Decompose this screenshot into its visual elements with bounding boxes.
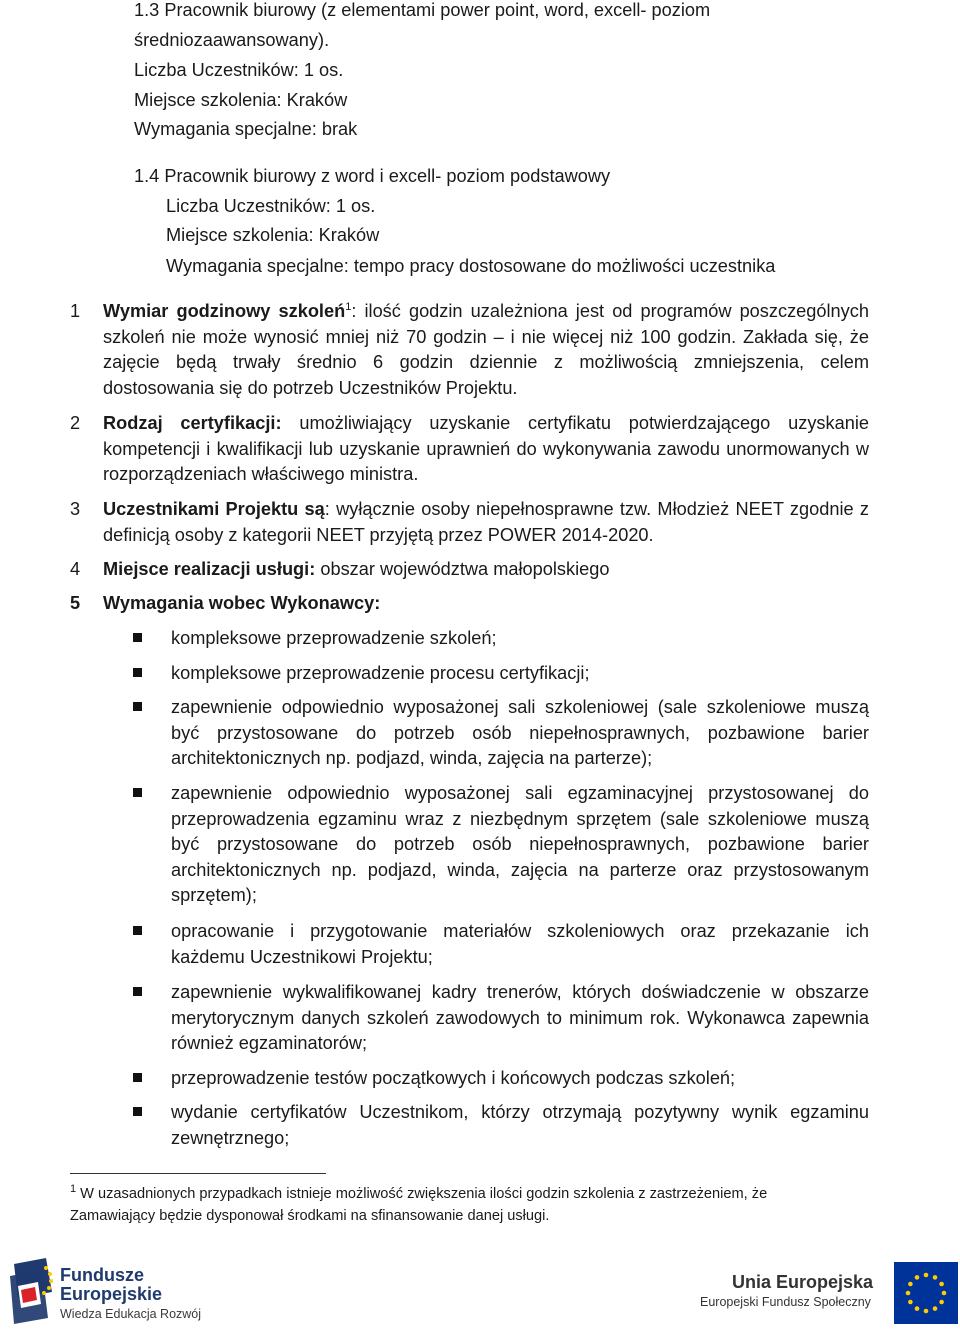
bullet-square [133,788,142,797]
item-1-3-title-line2: średniozaawansowany). [134,30,330,50]
section-1-number: 1 [70,301,81,321]
section-3-number: 3 [70,499,81,519]
bullet-item: kompleksowe przeprowadzenie szkoleń; [171,628,497,648]
section-2-text: umożliwiający uzyskanie certyfikatu potwierdzającego uzyskanie kompetencji i kwalifikacji lub uzyskanie uprawnień do wykonywania zawodu unormowanych w rozporządzeniach właściwego ministra. [103,413,869,484]
footnote-separator [70,1173,326,1174]
bullet-item: zapewnienie odpowiednio wyposażonej sali szkoleniowej (sale szkoleniowe muszą być przystosowane do potrzeb osób niepełnosprawnych, pozbawione barier architektonicznych np. podjazd, winda, zajęcia na parterze); [171,697,869,768]
bullet-item: przeprowadzenie testów początkowych i końcowych podczas szkoleń; [171,1068,736,1088]
bullet-item: kompleksowe przeprowadzenie procesu certyfikacji; [171,663,590,683]
section-1-label: Wymiar godzinowy szkoleń [103,301,346,321]
bullet-square [133,926,142,935]
bullet-item: zapewnienie odpowiednio wyposażonej sali egzaminacyjnej przystosowanej do przeprowadzenia egzaminu wraz z niezbędnym sprzętem (sale szkoleniowe muszą być przystosowane do potrzeb osób niepełnosprawnych, pozbawione barier architektonicznych np. podjazd, winda, zajęcia na parterze oraz przystosowanym sprzętem); [171,783,869,905]
footnote-ref[interactable]: 1 [345,300,352,313]
bullet-item: opracowanie i przygotowanie materiałów szkoleniowych oraz przekazanie ich każdemu Uczestnikowi Projektu; [171,921,869,967]
item-1-4-participants: Liczba Uczestników: 1 os. [166,196,376,216]
section-5-paragraph [103,591,869,617]
section-5-number: 5 [70,593,81,613]
fundusze-europejskie-logo [8,1256,208,1326]
item-1-3-requirements: Wymagania specjalne: brak [134,119,358,139]
bullet-item: wydanie certyfikatów Uczestnikom, którzy otrzymają pozytywny wynik egzaminu zewnętrznego; [171,1102,869,1148]
bullet-square [133,702,142,711]
item-1-3-participants: Liczba Uczestników: 1 os. [134,60,344,80]
item-1-4-requirements: Wymagania specjalne: tempo pracy dostosowane do możliwości uczestnika [166,256,776,276]
bullet-square [133,633,142,642]
item-1-3-location: Miejsce szkolenia: Kraków [134,90,348,110]
footnote [70,1184,850,1227]
section-4-number: 4 [70,559,81,579]
section-3-text: : wyłącznie osoby niepełnosprawne tzw. Młodzież NEET zgodnie z definicją osoby z kategorii NEET przyjętą przez POWER 2014-2020. [103,499,869,545]
section-2-label: Rodzaj certyfikacji: [103,413,282,433]
bullet-square [133,987,142,996]
section-3-label: Uczestnikami Projektu są [103,499,325,519]
unia-europejska-logo [698,1262,958,1324]
ue-title: Unia Europejska [732,1272,874,1292]
bullet-square [133,1073,142,1082]
ue-subtitle: Europejski Fundusz Społeczny [700,1295,871,1309]
footnote-text: W uzasadnionych przypadkach istnieje możliwość zwiększenia ilości godzin szkolenia z zastrzeżeniem, że Zamawiający będzie dysponował środkami na sfinansowanie danej usługi. [70,1186,768,1224]
section-3-paragraph [103,497,869,548]
section-5-label: Wymagania wobec Wykonawcy: [103,593,381,613]
eu-flag-icon [894,1262,958,1324]
item-1-4-location: Miejsce szkolenia: Kraków [166,225,380,245]
fe-line1: Fundusze [60,1265,144,1285]
item-1-3-title-line1: 1.3 Pracownik biurowy (z elementami power point, word, excell- poziom [134,0,711,20]
section-2-number: 2 [70,413,81,433]
bullet-item: zapewnienie wykwalifikowanej kadry trenerów, których doświadczenie w obszarze merytorycznym danych szkoleń zawodowych to minimum rok. Wykonawca zapewnia również egzaminatorów; [171,982,869,1053]
footnote-number: 1 [70,1183,77,1196]
item-1-4-title: 1.4 Pracownik biurowy z word i excell- poziom podstawowy [134,166,611,186]
fe-emblem-icon [8,1258,56,1324]
section-4-paragraph [103,557,869,583]
fe-line2: Europejskie [60,1284,163,1304]
bullet-square [133,668,142,677]
fe-subtitle: Wiedza Edukacja Rozwój [60,1307,202,1321]
section-1-paragraph [103,299,869,401]
section-1-text: : ilość godzin uzależniona jest od programów poszczególnych szkoleń nie może wynosić mniej niż 70 godzin – i nie więcej niż 100 godzin. Zakłada się, że zajęcie będą trwały średnio 6 godzin dziennie z możliwością zmniejszenia, celem dostosowania się do potrzeb Uczestników Projektu. [103,301,869,398]
section-2-paragraph [103,411,869,488]
section-4-label: Miejsce realizacji usługi: [103,559,316,579]
section-4-text: obszar województwa małopolskiego [315,559,610,579]
bullet-square [133,1107,142,1116]
